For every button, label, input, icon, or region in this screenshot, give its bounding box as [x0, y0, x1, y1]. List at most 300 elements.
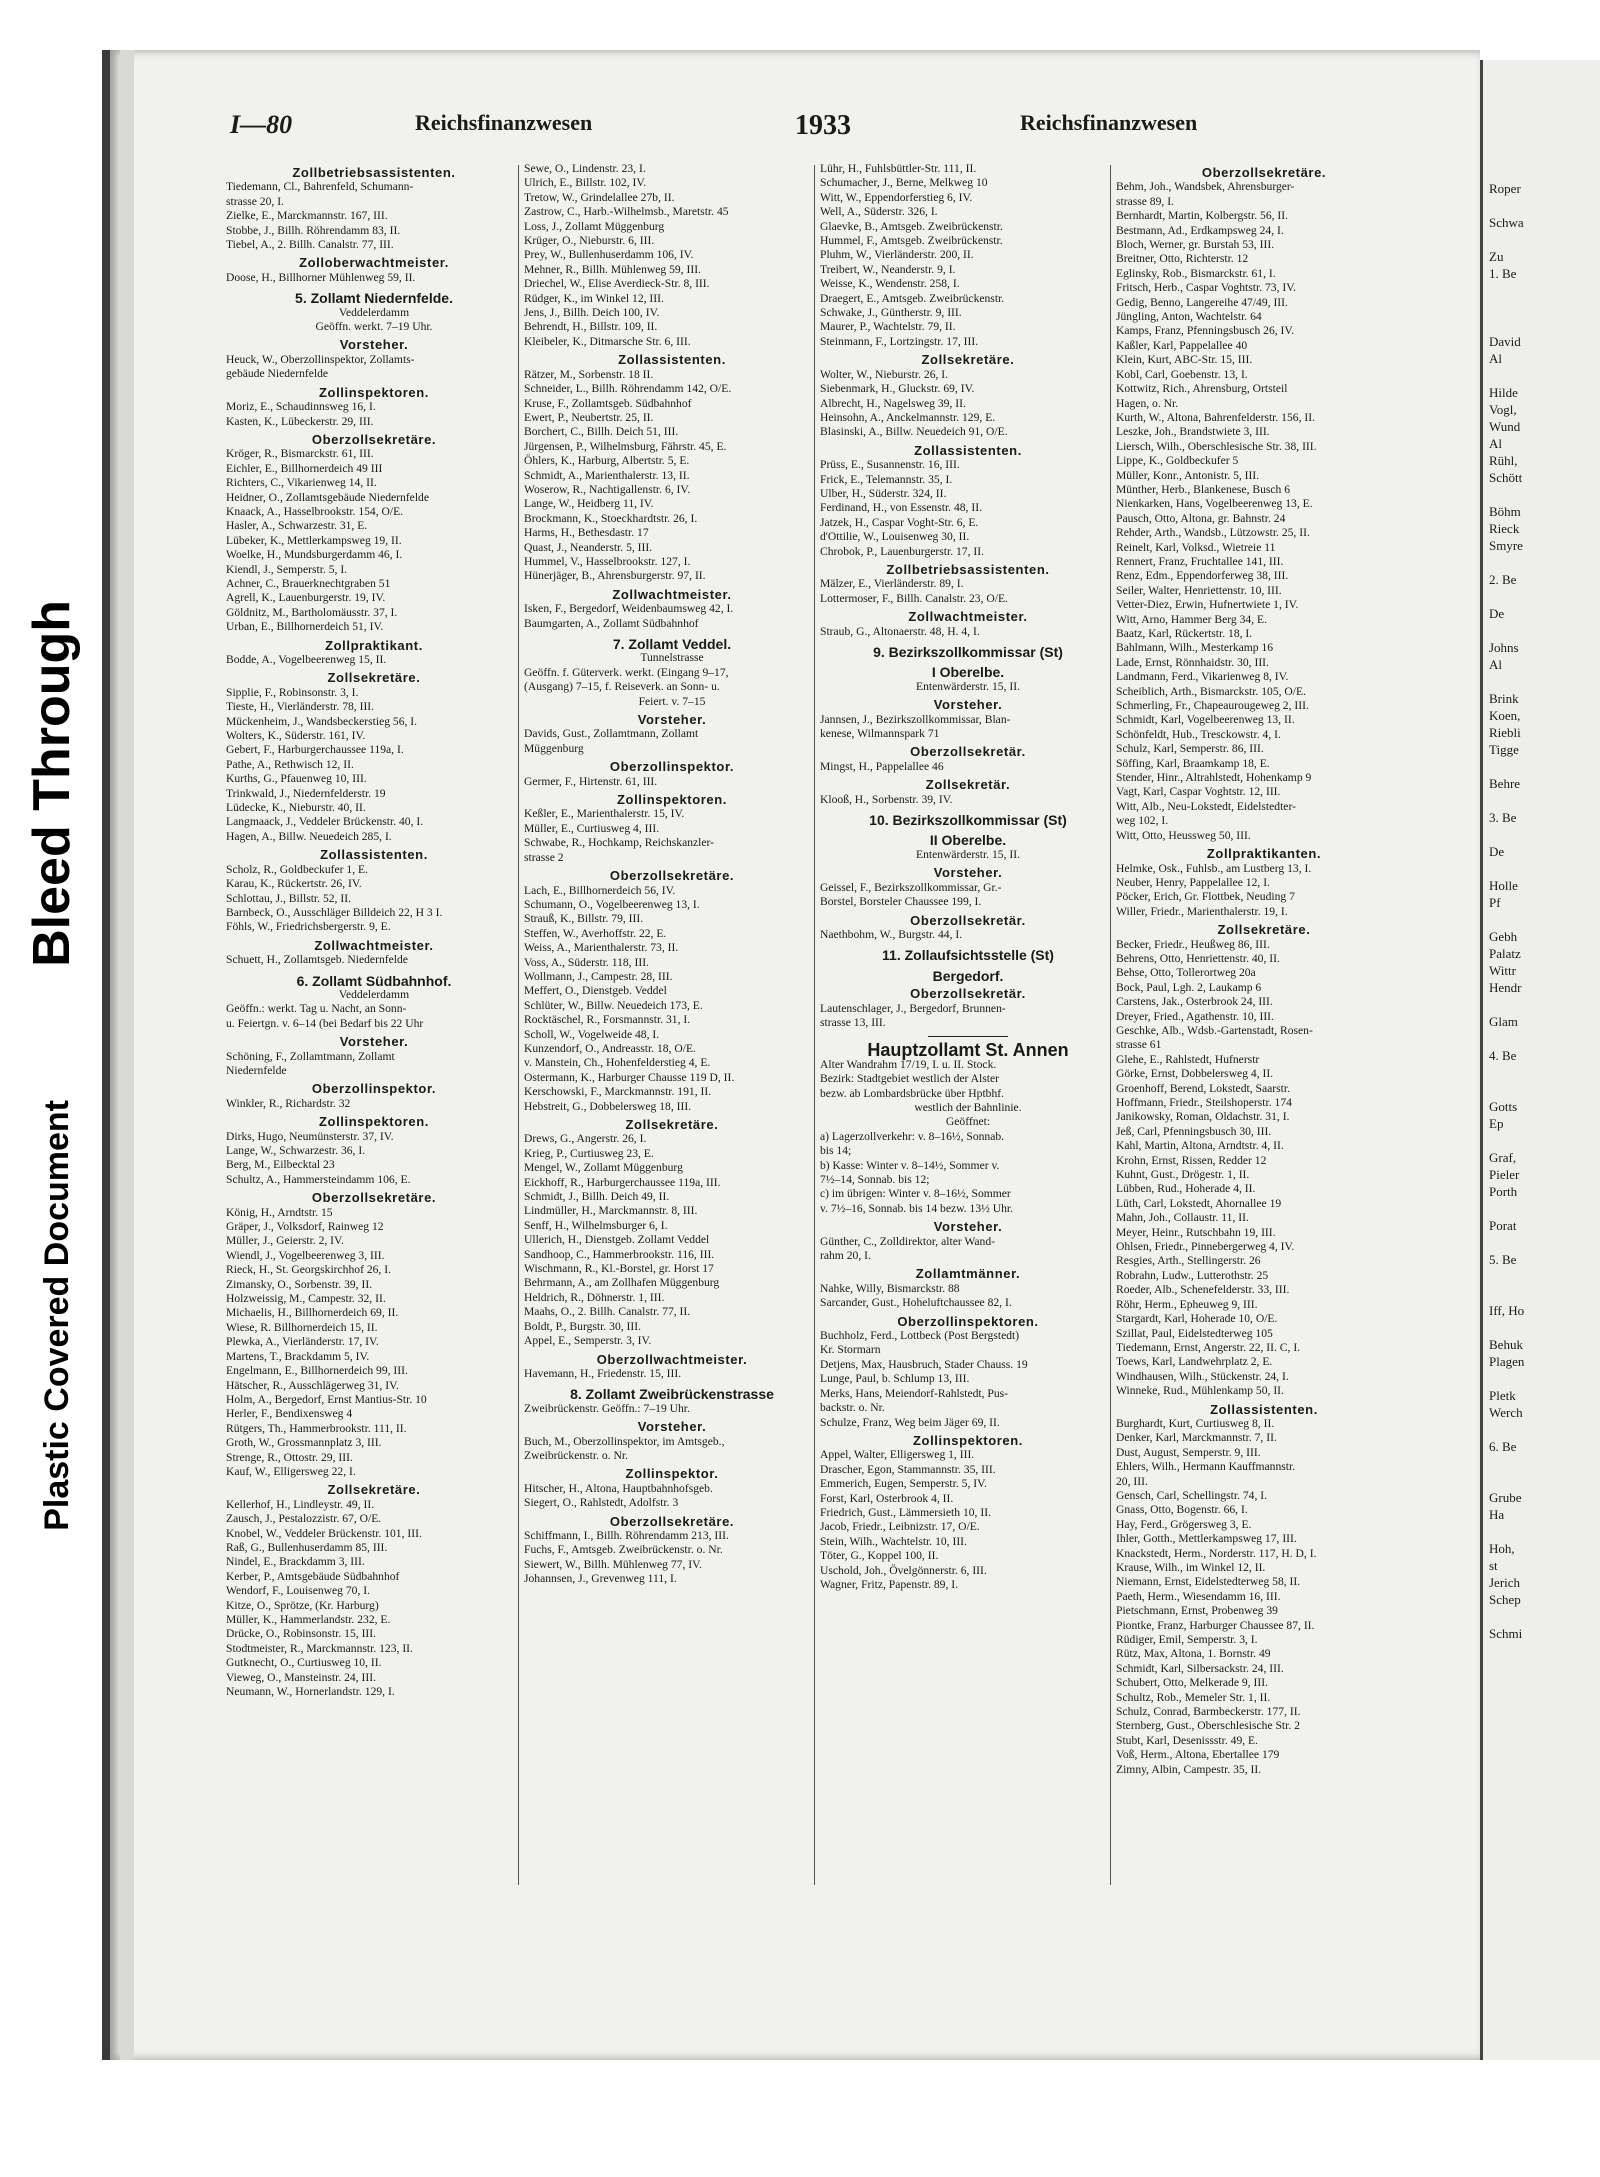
edge-fragment: [1489, 1285, 1600, 1302]
edge-fragment: Gebh: [1489, 929, 1518, 944]
directory-entry: gebäude Niedernfelde: [226, 367, 329, 381]
page-binding: [120, 50, 134, 2060]
directory-entry: Appel, Walter, Elligersweg 1, III.: [820, 1448, 975, 1462]
directory-entry: Ihler, Gotth., Mettlerkampsweg 17, III.: [1116, 1532, 1297, 1546]
section-heading: Zollbetriebsassistenten.: [292, 165, 456, 180]
office-heading: Bergedorf.: [932, 967, 1004, 984]
directory-entry: strasse 61: [1116, 1038, 1162, 1052]
directory-entry: Müller, J., Geierstr. 2, IV.: [226, 1234, 344, 1248]
section-heading: Oberzollwachtmeister.: [596, 1351, 748, 1367]
directory-entry: Münther, Herb., Blankenese, Busch 6: [1116, 482, 1291, 496]
directory-entry: Germer, F., Hirtenstr. 61, III.: [524, 774, 658, 788]
directory-entry: Müggenburg: [524, 741, 584, 755]
directory-entry: Wischmann, R., Kl.-Borstel, gr. Horst 17: [524, 1262, 714, 1276]
section-heading: Oberzollsekretäre.: [609, 868, 735, 884]
header-right-title: Reichsfinanzwesen: [1020, 110, 1198, 135]
edge-fragment: Palatz: [1489, 946, 1521, 961]
directory-entry: Gedig, Benno, Langereihe 47/49, III.: [1116, 295, 1288, 309]
directory-entry: Witt, Arno, Hammer Berg 34, E.: [1116, 612, 1267, 626]
directory-entry: Kahl, Martin, Altona, Arndtstr. 4, II.: [1116, 1139, 1284, 1153]
directory-entry: Groenhoff, Berend, Lokstedt, Saarstr.: [1116, 1081, 1290, 1095]
directory-entry: Klooß, H., Sorbenstr. 39, IV.: [820, 792, 953, 806]
directory-entry: Tieste, H., Vierländerstr. 78, III.: [226, 700, 375, 714]
section-heading: Zollinspektoren.: [318, 384, 429, 400]
section-heading: Vorsteher.: [933, 1219, 1003, 1235]
directory-entry: Merks, Hans, Meiendorf-Rahlstedt, Pus-: [820, 1386, 1009, 1400]
directory-entry: Hasler, A., Schwarzestr. 31, E.: [226, 519, 368, 533]
directory-entry: Zimansky, O., Sorbenstr. 39, II.: [226, 1277, 373, 1291]
edge-fragment: Pf: [1489, 895, 1501, 910]
directory-entry: Roeder, Alb., Schenefelderstr. 33, III.: [1116, 1283, 1290, 1297]
directory-entry: Schlottau, J., Billstr. 52, II.: [226, 891, 351, 905]
edge-fragment: 4. Be: [1489, 1048, 1517, 1063]
directory-entry: Mückenheim, J., Wandsbeckerstieg 56, I.: [226, 714, 418, 728]
edge-fragment: De: [1489, 606, 1505, 621]
directory-entry: Schiffmann, I., Billh. Röhrendamm 213, III.: [524, 1528, 729, 1542]
directory-entry: Rocktäschel, R., Forsmannstr. 31, I.: [524, 1013, 691, 1027]
directory-entry: Bahlmann, Wilh., Mesterkamp 16: [1116, 641, 1274, 655]
directory-entry: Kurth, W., Altona, Bahrenfelderstr. 156, II.: [1116, 410, 1315, 424]
directory-entry: Driechel, W., Elise Averdieck-Str. 8, III.: [524, 277, 710, 291]
directory-entry: Meffert, O., Dienstgeb. Veddel: [524, 984, 667, 998]
directory-entry: Öhlers, K., Harburg, Albertstr. 5, E.: [524, 454, 690, 468]
directory-entry: Rätzer, M., Sorbenstr. 18 II.: [524, 367, 654, 381]
edge-fragment: Johns: [1489, 640, 1519, 655]
directory-entry: Nienkarken, Hans, Vogelbeerenweg 13, E.: [1116, 497, 1313, 511]
section-heading: Vorsteher.: [339, 1034, 409, 1050]
edge-fragment: [1489, 282, 1600, 299]
directory-entry: Steinmann, F., Lortzingstr. 17, III.: [820, 334, 979, 348]
office-info: Geöffnet:: [945, 1115, 991, 1129]
directory-entry: Doose, H., Billhorner Mühlenweg 59, II.: [226, 270, 416, 284]
directory-entry: Bodde, A., Vogelbeerenweg 15, II.: [226, 653, 387, 666]
directory-entry: Jens, J., Billh. Deich 100, IV.: [524, 306, 660, 320]
section-heading: Zollsekretäre.: [327, 1482, 421, 1498]
directory-entry: Szillat, Paul, Eidelstedterweg 105: [1116, 1326, 1273, 1340]
directory-entry: Siegert, O., Rahlstedt, Adolfstr. 3: [524, 1496, 679, 1510]
directory-entry: Schultz, Rob., Memeler Str. 1, II.: [1116, 1690, 1271, 1704]
directory-entry: Buchholz, Ferd., Lottbeck (Post Bergstedt): [820, 1329, 1020, 1343]
directory-entry: Richters, C., Vikarienweg 14, II.: [226, 476, 377, 490]
directory-entry: Witt, Otto, Heussweg 50, III.: [1116, 828, 1251, 842]
separator-rule: [928, 1036, 1008, 1037]
directory-entry: Jatzek, H., Caspar Voght-Str. 6, E.: [820, 515, 979, 529]
edge-fragment: Werch: [1489, 1405, 1523, 1420]
directory-entry: Neumann, W., Hornerlandstr. 129, I.: [226, 1685, 395, 1699]
directory-entry: Uschold, Joh., Övelgönnerstr. 6, III.: [820, 1563, 987, 1577]
directory-entry: Jeß, Carl, Pfenningsbusch 30, III.: [1116, 1124, 1272, 1138]
office-heading: I Oberelbe.: [931, 664, 1005, 681]
directory-entry: Blasinski, A., Billw. Neuedeich 91, O/E.: [820, 425, 1008, 439]
directory-entry: Knobel, W., Veddeler Brückenstr. 101, III.: [226, 1526, 422, 1540]
directory-entry: Michaelis, H., Billhornerdeich 69, II.: [226, 1306, 399, 1320]
directory-entry: Lüdecke, K., Nieburstr. 40, II.: [226, 801, 366, 815]
directory-entry: Wagner, Fritz, Papenstr. 89, I.: [820, 1577, 959, 1591]
directory-entry: Schmidt, A., Marienthalerstr. 13, II.: [524, 468, 690, 482]
directory-entry: Kobl, Carl, Goebenstr. 13, I.: [1116, 367, 1248, 381]
directory-entry: Keßler, E., Marienthalerstr. 15, IV.: [524, 807, 685, 821]
directory-entry: Heidner, O., Zollamtsgebäude Niedernfelde: [226, 490, 429, 504]
directory-entry: Willer, Friedr., Marienthalerstr. 19, I.: [1116, 904, 1288, 918]
directory-entry: Lach, E., Billhornerdeich 56, IV.: [524, 883, 676, 897]
edge-fragment: 2. Be: [1489, 572, 1517, 587]
edge-fragment: Pletk: [1489, 1388, 1516, 1403]
section-heading: Vorsteher.: [339, 337, 409, 353]
directory-entry: Göldnitz, M., Bartholomäusstr. 37, I.: [226, 605, 398, 619]
directory-entry: Naethbohm, W., Burgstr. 44, I.: [820, 927, 963, 941]
edge-fragment: Glam: [1489, 1014, 1518, 1029]
section-heading: Zollwachtmeister.: [314, 937, 434, 953]
directory-entry: 20, III.: [1116, 1474, 1148, 1488]
directory-entry: Kuhnt, Gust., Drögestr. 1, II.: [1116, 1168, 1250, 1182]
directory-entry: Rüdiger, Emil, Semperstr. 3, I.: [1116, 1633, 1258, 1647]
directory-entry: Stubt, Karl, Desenissstr. 49, E.: [1116, 1733, 1259, 1747]
directory-entry: Schmidt, Karl, Vogelbeerenweg 13, II.: [1116, 713, 1295, 727]
section-heading: Zollsekretär.: [925, 777, 1011, 793]
directory-entry: Knackstedt, Herm., Norderstr. 117, H. D, I.: [1116, 1546, 1317, 1560]
directory-entry: Schumann, O., Vogelbeerenweg 13, I.: [524, 897, 700, 911]
directory-entry: backstr. o. Nr.: [820, 1401, 885, 1415]
section-heading: Zollassistenten.: [1210, 1401, 1318, 1417]
directory-entry: Vagt, Karl, Caspar Voghtstr. 12, III.: [1116, 785, 1281, 799]
directory-entry: Schöning, F., Zollamtmann, Zollamt: [226, 1049, 395, 1063]
directory-entry: Witt, W., Eppendorferstieg 6, IV.: [820, 190, 973, 204]
directory-entry: Hummel, F., Amtsgeb. Zweibrückenstr.: [820, 234, 1003, 248]
directory-entry: Langmaack, J., Veddeler Brückenstr. 40, I.: [226, 815, 424, 829]
directory-entry: Sarcander, Gust., Hoheluftchaussee 82, I.: [820, 1296, 1012, 1310]
directory-entry: strasse 13, III.: [820, 1015, 886, 1029]
directory-entry: (Ausgang) 7–15, f. Reiseverk. an Sonn- u.: [524, 680, 720, 694]
directory-entry: v. Manstein, Ch., Hohenfelderstieg 4, E.: [524, 1056, 711, 1070]
directory-entry: Baatz, Karl, Rückertstr. 18, I.: [1116, 627, 1253, 640]
directory-entry: Bock, Paul, Lgh. 2, Laukamp 6: [1116, 980, 1262, 994]
directory-entry: Stodtmeister, R., Marckmannstr. 123, II.: [226, 1641, 413, 1655]
section-heading: Oberzollinspektor.: [311, 1081, 437, 1097]
directory-entry: Pietschmann, Ernst, Probenweg 39: [1116, 1604, 1278, 1618]
directory-entry: Sewe, O., Lindenstr. 23, I.: [524, 162, 646, 175]
edge-fragment: Pieler: [1489, 1167, 1520, 1182]
directory-entry: Geöffn.: werkt. Tag u. Nacht, an Sonn-: [226, 1002, 407, 1016]
column-1: [226, 162, 522, 1922]
directory-entry: Vetter-Diez, Erwin, Hufnertwiete 1, IV.: [1116, 598, 1299, 612]
directory-entry: Piontke, Franz, Harburger Chaussee 87, II.: [1116, 1618, 1315, 1632]
directory-entry: Wiese, R. Billhornerdeich 15, II.: [226, 1320, 378, 1334]
page-header: [230, 110, 1410, 154]
edge-fragment: [1489, 588, 1600, 605]
directory-entry: strasse 20, I.: [226, 194, 284, 208]
directory-entry: Klein, Kurt, ABC-Str. 15, III.: [1116, 353, 1253, 367]
office-info: Entenwärderstr. 15, II.: [916, 679, 1020, 693]
edge-fragment: st: [1489, 1558, 1498, 1573]
edge-fragment: Schwa: [1489, 215, 1524, 230]
edge-fragment: Smyre: [1489, 538, 1523, 553]
directory-entry: Mehner, R., Billh. Mühlenweg 59, III.: [524, 262, 701, 276]
directory-entry: Woelke, H., Mundsburgerdamm 46, I.: [226, 548, 403, 562]
directory-entry: u. Feiertgn. v. 6–14 (bei Bedarf bis 22 Uhr: [226, 1016, 424, 1030]
column-3: [820, 162, 1116, 1922]
directory-entry: Stargardt, Karl, Hoherade 10, O/E.: [1116, 1312, 1278, 1326]
directory-entry: Maahs, O., 2. Billh. Canalstr. 77, II.: [524, 1305, 691, 1319]
edge-fragment: Porat: [1489, 1218, 1517, 1233]
directory-entry: Schönfeldt, Hub., Tresckowstr. 4, I.: [1116, 727, 1281, 741]
directory-entry: Behrmann, A., am Zollhafen Müggenburg: [524, 1276, 720, 1290]
directory-entry: Moriz, E., Schaudinnsweg 16, I.: [226, 400, 376, 414]
edge-fragment: [1489, 486, 1600, 503]
directory-entry: Ullerich, H., Dienstgeb. Zollamt Veddel: [524, 1233, 710, 1247]
directory-entry: Johannsen, J., Grevenweg 111, I.: [524, 1572, 677, 1586]
directory-entry: Vieweg, O., Mansteinstr. 24, III.: [226, 1670, 376, 1684]
directory-entry: Föhls, W., Friedrichsbergerstr. 9, E.: [226, 920, 391, 934]
directory-entry: Behm, Joh., Wandsbek, Ahrensburger-: [1116, 180, 1295, 194]
edge-fragment: [1489, 758, 1600, 775]
directory-entry: Karau, K., Rückertstr. 26, IV.: [226, 877, 362, 891]
edge-fragment: [1489, 231, 1600, 248]
directory-entry: Eichler, E., Billhornerdeich 49 III: [226, 461, 383, 475]
directory-entry: Kerschowski, F., Marckmannstr. 191, II.: [524, 1085, 712, 1099]
directory-entry: Rehder, Arth., Wandsb., Lützowstr. 25, II.: [1116, 526, 1310, 540]
section-heading: Vorsteher.: [933, 697, 1003, 713]
directory-entry: Liersch, Wilh., Oberschlesische Str. 38, III.: [1116, 439, 1317, 453]
directory-entry: Schulz, Conrad, Barmbeckerstr. 177, II.: [1116, 1705, 1301, 1719]
directory-entry: Engelmann, E., Billhornerdeich 99, III.: [226, 1364, 408, 1378]
directory-entry: Kunzendorf, O., Andreasstr. 18, O/E.: [524, 1041, 696, 1055]
directory-entry: Siewert, W., Billh. Mühlenweg 77, IV.: [524, 1557, 702, 1571]
directory-entry: Görke, Ernst, Dobbelersweg 4, II.: [1116, 1067, 1274, 1081]
directory-entry: Mälzer, E., Vierländerstr. 89, I.: [820, 577, 964, 591]
edge-fragment: [1489, 1030, 1600, 1047]
directory-entry: Draegert, E., Amtsgeb. Zweibrückenstr.: [820, 291, 1005, 305]
directory-entry: Krüger, O., Nieburstr. 6, III.: [524, 234, 655, 248]
directory-entry: Maurer, P., Wachtelstr. 79, II.: [820, 320, 956, 334]
directory-entry: Scheiblich, Arth., Bismarckstr. 105, O/E.: [1116, 684, 1306, 698]
edge-fragment: [1489, 1132, 1600, 1149]
directory-entry: Schmidt, Karl, Silbersackstr. 24, III.: [1116, 1661, 1284, 1675]
office-title: Hauptzollamt St. Annen: [867, 1040, 1069, 1061]
directory-entry: Pluhm, W., Vierländerstr. 200, II.: [820, 248, 974, 262]
directory-entry: Well, A., Süderstr. 326, I.: [820, 205, 938, 219]
edge-fragment: Grube: [1489, 1490, 1522, 1505]
section-heading: Zollsekretäre.: [625, 1117, 719, 1132]
directory-entry: v. 7½–16, Sonnab. bis 14 bezw. 13½ Uhr.: [820, 1201, 1013, 1215]
directory-entry: bezw. ab Lombardsbrücke über Hptbhf.: [820, 1086, 1005, 1100]
section-heading: Oberzollsekretäre.: [1201, 165, 1327, 180]
edge-fragment: Koen,: [1489, 708, 1521, 723]
directory-entry: Windhausen, Wilh., Stückenstr. 24, I.: [1116, 1369, 1289, 1383]
directory-entry: Schlüter, W., Billw. Neuedeich 173, E.: [524, 998, 703, 1012]
directory-entry: Gnass, Otto, Bogenstr. 66, I.: [1116, 1503, 1248, 1517]
edge-fragment: [1489, 1523, 1600, 1540]
edge-fragment: [1489, 622, 1600, 639]
edge-fragment: De: [1489, 844, 1505, 859]
directory-entry: strasse 2: [524, 850, 564, 864]
directory-entry: Carstens, Jak., Osterbrook 24, III.: [1116, 995, 1273, 1009]
directory-entry: Voß, Herm., Altona, Ebertallee 179: [1116, 1748, 1280, 1762]
directory-entry: Renz, Edm., Eppendorferweg 38, III.: [1116, 569, 1289, 583]
office-heading: 10. Bezirkszollkommissar (St): [869, 812, 1067, 829]
directory-entry: Borchert, C., Billh. Deich 51, III.: [524, 425, 679, 439]
directory-entry: Urban, E., Billhornerdeich 51, IV.: [226, 620, 384, 634]
directory-entry: Weisse, K., Wendenstr. 258, I.: [820, 277, 960, 291]
directory-entry: Kurths, G., Pfauenweg 10, III.: [226, 772, 367, 786]
office-info: Veddelerdamm: [338, 305, 410, 319]
section-heading: Zollsekretäre.: [1217, 922, 1311, 938]
bleed-through-label: Bleed Through: [23, 600, 81, 967]
directory-entry: Siebenmark, H., Gluckstr. 69, IV.: [820, 382, 975, 396]
edge-fragment: [1489, 1421, 1600, 1438]
directory-entry: Boldt, P., Burgstr. 30, III.: [524, 1319, 642, 1333]
directory-entry: Stender, Hinr., Altrahlstedt, Hohenkamp 9: [1116, 771, 1312, 785]
directory-entry: Hünerjäger, B., Ahrensburgerstr. 97, II.: [524, 569, 706, 583]
directory-entry: Lunge, Paul, b. Schlump 13, III.: [820, 1372, 970, 1386]
directory-entry: Krohn, Ernst, Rissen, Redder 12: [1116, 1153, 1267, 1167]
directory-entry: Sandhoop, C., Hammerbrookstr. 116, III.: [524, 1247, 715, 1261]
directory-entry: Zweibrückenstr. Geöffn.: 7–19 Uhr.: [524, 1401, 690, 1415]
directory-entry: Dust, August, Semperstr. 9, III.: [1116, 1445, 1261, 1459]
directory-entry: Prey, W., Bullenhuserdamm 106, IV.: [524, 248, 694, 262]
directory-entry: Isken, F., Bergedorf, Weidenbaumsweg 42, I.: [524, 602, 734, 616]
directory-entry: Hagen, o. Nr.: [1116, 396, 1179, 410]
directory-entry: Lübeker, K., Mettlerkampsweg 19, II.: [226, 533, 402, 547]
edge-fragment: [1489, 792, 1600, 809]
edge-fragment: [1489, 826, 1600, 843]
directory-entry: Holm, A., Bergedorf, Ernst Mantius-Str. 10: [226, 1392, 427, 1406]
directory-entry: Prüss, E., Susannenstr. 16, III.: [820, 458, 960, 472]
office-heading: 5. Zollamt Niedernfelde.: [295, 290, 453, 307]
directory-entry: Sternberg, Gust., Oberschlesische Str. 2: [1116, 1719, 1300, 1733]
directory-entry: Landmann, Ferd., Vikarienweg 8, IV.: [1116, 670, 1289, 684]
directory-entry: Jüngling, Anton, Wachtelstr. 64: [1116, 310, 1262, 324]
directory-entry: Kröger, R., Bismarckstr. 61, III.: [226, 447, 374, 461]
edge-fragment: 5. Be: [1489, 1252, 1517, 1267]
office-info: Geöffn. werkt. 7–19 Uhr.: [315, 320, 433, 334]
directory-entry: Hitscher, H., Altona, Hauptbahnhofsgeb.: [524, 1481, 713, 1495]
edge-fragment: Behuk: [1489, 1337, 1523, 1352]
directory-entry: Kleibeler, K., Ditmarsche Str. 6, III.: [524, 334, 691, 348]
edge-fragment: [1489, 1472, 1600, 1489]
section-heading: Zollinspektoren.: [912, 1432, 1023, 1448]
directory-entry: Niedernfelde: [226, 1063, 287, 1077]
directory-entry: Barnbeck, O., Ausschläger Billdeich 22, H 3 I.: [226, 905, 443, 919]
office-heading: II Oberelbe.: [929, 832, 1007, 849]
directory-entry: Bernhardt, Martin, Kolbergstr. 56, II.: [1116, 209, 1289, 223]
directory-entry: Dirks, Hugo, Neumünsterstr. 37, IV.: [226, 1129, 394, 1143]
directory-entry: Bestmann, Ad., Erdkampsweg 24, I.: [1116, 223, 1284, 237]
directory-entry: Schultz, A., Hammersteindamm 106, E.: [226, 1172, 411, 1186]
directory-entry: Ewert, P., Neubertstr. 25, II.: [524, 410, 654, 424]
office-info: Tunnelstrasse: [640, 651, 704, 665]
directory-entry: Lautenschlager, J., Bergedorf, Brunnen-: [820, 1001, 1006, 1015]
directory-entry: Resgies, Arth., Stellingerstr. 26: [1116, 1254, 1261, 1268]
directory-entry: weg 102, I.: [1116, 814, 1169, 828]
directory-entry: Hagen, A., Billw. Neuedeich 285, I.: [226, 829, 392, 843]
edge-fragment: [1489, 554, 1600, 571]
section-heading: Zollsekretäre.: [921, 352, 1015, 368]
directory-entry: Lindmüller, H., Marckmannstr. 8, III.: [524, 1204, 698, 1218]
directory-entry: Schumacher, J., Berne, Melkweg 10: [820, 176, 988, 190]
directory-entry: Müller, E., Curtiusweg 4, III.: [524, 821, 660, 835]
directory-entry: Günther, C., Zolldirektor, alter Wand-: [820, 1234, 996, 1248]
edge-fragment: Hendr: [1489, 980, 1522, 995]
directory-entry: Röhr, Herm., Epheuweg 9, III.: [1116, 1297, 1258, 1311]
directory-entry: Tretow, W., Grindelallee 27b, II.: [524, 190, 675, 204]
directory-entry: Kottwitz, Rich., Ahrensburg, Ortsteil: [1116, 382, 1288, 396]
directory-entry: Rütgers, Th., Hammerbrookstr. 111, II.: [226, 1421, 407, 1435]
edge-fragment: Tigge: [1489, 742, 1519, 757]
edge-fragment: Graf,: [1489, 1150, 1517, 1165]
directory-entry: Wendorf, F., Louisenweg 70, I.: [226, 1584, 370, 1598]
section-heading: Zollassistenten.: [618, 352, 726, 368]
directory-entry: Wollmann, J., Campestr. 28, III.: [524, 969, 673, 983]
section-heading: Oberzollsekretäre.: [311, 431, 437, 447]
directory-entry: Glehe, E., Rahlstedt, Hufnerstr: [1116, 1052, 1260, 1066]
directory-entry: Strenge, R., Ottostr. 29, III.: [226, 1450, 353, 1464]
directory-entry: Schmidt, J., Billh. Deich 49, II.: [524, 1190, 670, 1204]
edge-fragment: [1489, 911, 1600, 928]
directory-entry: Emmerich, Eugen, Semperstr. 5, IV.: [820, 1477, 987, 1491]
edge-fragment: Wund: [1489, 419, 1521, 434]
directory-entry: Hummel, V., Hasselbrookstr. 127, I.: [524, 554, 691, 568]
directory-entry: Senff, H., Wilhelmsburger 6, I.: [524, 1218, 668, 1232]
office-heading: 11. Zollaufsichtsstelle (St): [882, 947, 1054, 964]
directory-entry: Davids, Gust., Zollamtmann, Zollamt: [524, 727, 699, 741]
directory-entry: Hebstreit, G., Dobbelersweg 18, III.: [524, 1099, 692, 1113]
directory-entry: Geschke, Alb., Wdsb.-Gartenstadt, Rosen-: [1116, 1023, 1313, 1037]
directory-entry: Stein, Wilh., Wachtelstr. 10, III.: [820, 1534, 967, 1548]
directory-entry: Lübben, Rud., Hoherade 4, II.: [1116, 1182, 1256, 1196]
directory-entry: Gräper, J., Volksdorf, Rainweg 12: [226, 1220, 384, 1234]
directory-entry: b) Kasse: Winter v. 8–14½, Sommer v.: [820, 1158, 1000, 1172]
directory-entry: Winneke, Rud., Mühlenkamp 50, II.: [1116, 1384, 1284, 1398]
edge-fragment: [1489, 299, 1600, 316]
directory-entry: Loss, J., Zollamt Müggenburg: [524, 219, 665, 233]
directory-entry: Janikowsky, Roman, Oldachstr. 31, I.: [1116, 1110, 1290, 1124]
directory-entry: Quast, J., Neanderstr. 5, III.: [524, 540, 653, 554]
directory-entry: Zastrow, C., Harb.-Wilhelmsb., Maretstr. 45: [524, 205, 729, 219]
directory-entry: Krieg, P., Curtiusweg 23, E.: [524, 1146, 654, 1160]
directory-entry: Lottermoser, F., Billh. Canalstr. 23, O/E.: [820, 591, 1008, 605]
directory-entry: Raß, G., Bullenhuserdamm 85, III.: [226, 1540, 388, 1554]
directory-entry: Ulber, H., Süderstr. 324, II.: [820, 486, 947, 500]
directory-entry: Niemann, Ernst, Eidelstedterweg 58, II.: [1116, 1575, 1301, 1589]
directory-entry: Hätscher, R., Ausschlägerweg 31, IV.: [226, 1378, 399, 1392]
directory-entry: Dreyer, Fried., Agathenstr. 10, III.: [1116, 1009, 1274, 1023]
directory-entry: Chrobok, P., Lauenburgerstr. 17, II.: [820, 544, 985, 558]
directory-entry: Martens, T., Brackdamm 5, IV.: [226, 1349, 370, 1363]
directory-entry: Straub, G., Altonaerstr. 48, H. 4, I.: [820, 624, 980, 638]
directory-entry: Töter, G., Koppel 100, II.: [820, 1549, 939, 1563]
edge-fragment: Iff, Ho: [1489, 1303, 1525, 1318]
office-heading: 7. Zollamt Veddel.: [612, 636, 732, 652]
directory-entry: Plewka, A., Vierländerstr. 17, IV.: [226, 1335, 379, 1349]
directory-entry: Stobbe, J., Billh. Röhrendamm 83, II.: [226, 223, 401, 237]
directory-entry: Behrens, Otto, Henriettenstr. 40, II.: [1116, 951, 1280, 965]
directory-entry: Kerber, P., Amtsgebäude Südbahnhof: [226, 1569, 400, 1583]
directory-entry: Wiendl, J., Vogelbeerenweg 3, III.: [226, 1248, 385, 1262]
directory-entry: Pathe, A., Rethwisch 12, II.: [226, 757, 354, 771]
directory-entry: Zimny, Albin, Campestr. 35, II.: [1116, 1762, 1262, 1776]
edge-fragment: [1489, 197, 1600, 214]
edge-fragment: [1489, 1081, 1600, 1098]
edge-fragment: [1489, 367, 1600, 384]
directory-entry: Kauf, W., Elligersweg 22, I.: [226, 1464, 356, 1478]
section-heading: Vorsteher.: [637, 1419, 707, 1435]
directory-entry: Geöffn. f. Güterverk. werkt. (Eingang 9–17,: [524, 665, 729, 679]
directory-entry: Zausch, J., Pestalozzistr. 67, O/E.: [226, 1512, 382, 1526]
edge-fragment: Böhm: [1489, 504, 1521, 519]
directory-entry: Kasten, K., Lübeckerstr. 29, III.: [226, 414, 374, 428]
directory-entry: Heinsohn, A., Anckelmannstr. 129, E.: [820, 410, 996, 424]
edge-fragment: 6. Be: [1489, 1439, 1517, 1454]
